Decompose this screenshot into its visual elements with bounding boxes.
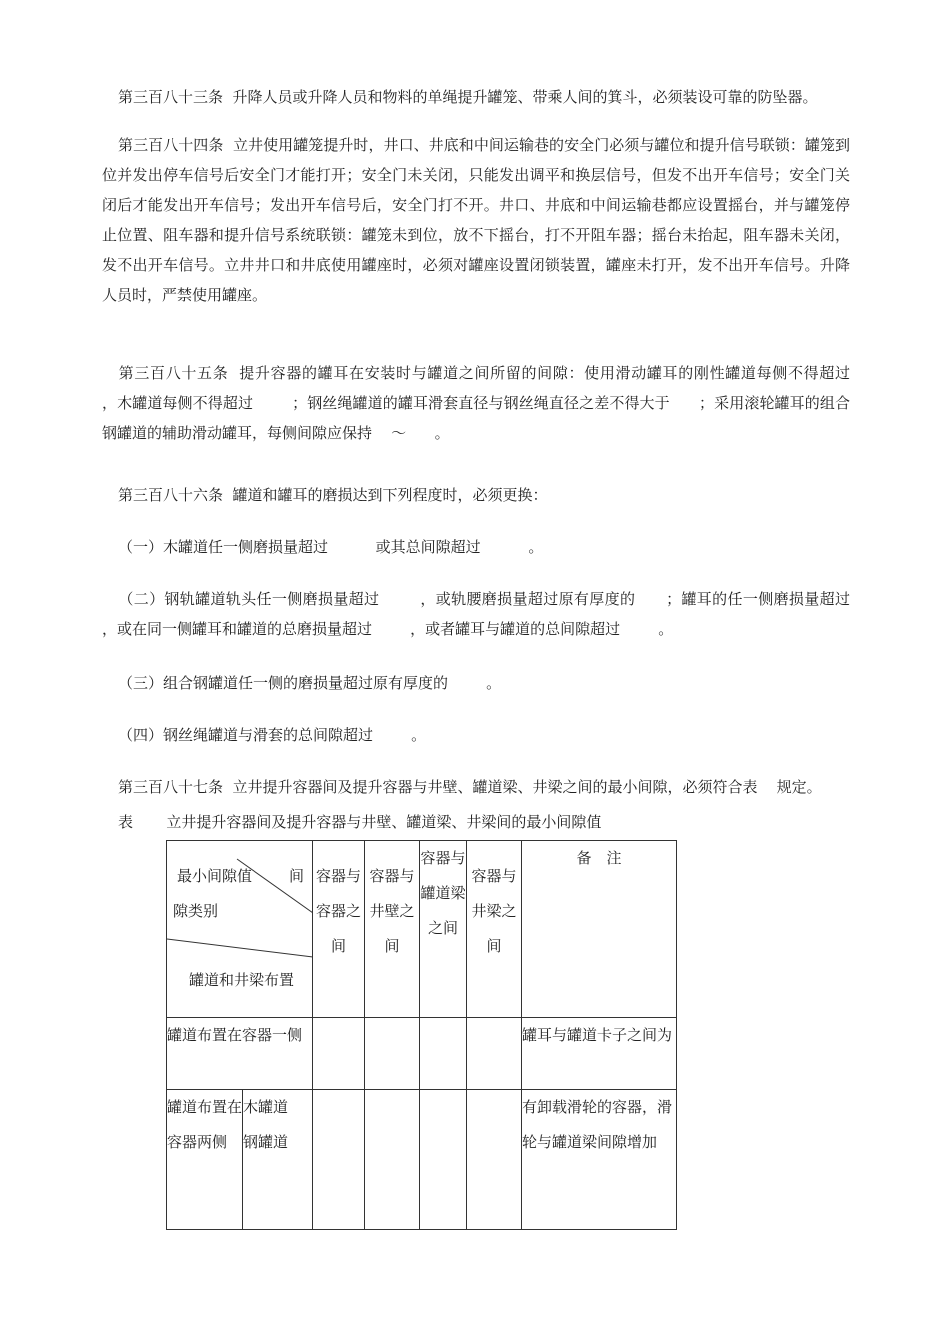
row2-subtypes: [243, 1090, 313, 1230]
corner-label-top: 最小间隙值: [177, 867, 253, 885]
article-386-item-2: （二）钢轨罐道轨头任一侧磨损量超过 ，或轨腰磨损量超过原有厚度的 ；罐耳的任一侧磨损量超过 ，或在同一侧罐耳和罐道的总磨损量超过 ，或者罐耳与罐道的总间隙超过 。: [102, 590, 879, 638]
row2-cell: [467, 1090, 522, 1230]
row2-label: 罐道布置在容器两侧: [167, 1090, 243, 1230]
table-row: [167, 1018, 677, 1090]
row1-cell: [365, 1018, 420, 1090]
row2-cell: [313, 1090, 365, 1230]
header-container-wall: 容器与井壁之间: [365, 841, 420, 1018]
article-386-item-3: （三）组合钢罐道任一侧的磨损量超过原有厚度的 。: [118, 674, 502, 692]
article-385: 第三百八十五条 提升容器的罐耳在安装时与罐道之间所留的间隙：使用滑动罐耳的刚性罐道每侧不得超过 ，木罐道每侧不得超过 ；钢丝绳罐道的罐耳滑套直径与钢丝绳直径之差不得大于 ；采用滚轮罐耳的组合钢罐道的辅助滑动罐耳，每侧间隙应保持 ～ 。: [102, 364, 879, 442]
article-384: 第三百八十四条 立井使用罐笼提升时，井口、井底和中间运输巷的安全门必须与罐位和提升信号联锁：罐笼到位并发出停车信号后安全门才能打开；安全门未关闭，只能发出调平和换层信号，但发不出开车信号；安全门关闭后才能发出开车信号；发出开车信号后，安全门打不开。井口、井底和中间运输巷都应设置摇台，并与罐笼停止位置、阻车器和提升信号系统联锁：罐笼未到位，放不下摇台，打不开阻车器；摇台未抬起，阻车器未关闭，发不出开车信号。立井井口和井底使用罐座时，必须对罐座设置闭锁装置，罐座未打开，发不出开车信号。升降人员时，严禁使用罐座。: [102, 136, 850, 304]
table-caption: 表 立井提升容器间及提升容器与井壁、罐道梁、井梁间的最小间隙值: [118, 813, 602, 831]
article-386-item-1: （一）木罐道任一侧磨损量超过 或其总间隙超过 。: [118, 538, 544, 556]
header-container-beam: 容器与罐道梁之间: [420, 841, 467, 1018]
row2-remark: 有卸载滑轮的容器，滑轮与罐道梁间隙增加: [522, 1090, 677, 1230]
corner-label-category: 隙类别: [173, 902, 219, 920]
row1-label: 罐道布置在容器一侧: [167, 1018, 313, 1090]
clearance-table: [166, 840, 677, 1230]
row1-remark: 罐耳与罐道卡子之间为: [522, 1018, 677, 1090]
row1-cell: [313, 1018, 365, 1090]
table-row: [167, 1090, 677, 1230]
table-header-row: [167, 841, 677, 1018]
article-386-item-4: （四）钢丝绳罐道与滑套的总间隙超过 。: [118, 726, 427, 744]
article-383: 第三百八十三条 升降人员或升降人员和物料的单绳提升罐笼、带乘人间的箕斗，必须装设可靠的防坠器。: [118, 88, 818, 106]
row2-sub-steel: 钢罐道: [243, 1133, 289, 1151]
row1-cell: [467, 1018, 522, 1090]
corner-header-cell: [167, 841, 313, 1018]
article-387: 第三百八十七条 立井提升容器间及提升容器与井壁、罐道梁、井梁之间的最小间隙，必须符合表 规定。: [118, 778, 822, 796]
row2-cell: [420, 1090, 467, 1230]
corner-label-bottom: 罐道和井梁布置: [189, 971, 295, 989]
header-container-shaft-beam: 容器与井梁之间: [467, 841, 522, 1018]
article-386: 第三百八十六条 罐道和罐耳的磨损达到下列程度时，必须更换：: [118, 486, 548, 504]
row2-sub-wood: 木罐道: [243, 1098, 289, 1116]
header-remark: 备 注: [522, 841, 677, 1018]
row2-cell: [365, 1090, 420, 1230]
corner-label-top-b: 间: [289, 867, 305, 885]
row1-cell: [420, 1018, 467, 1090]
header-container-container: 容器与容器之间: [313, 841, 365, 1018]
